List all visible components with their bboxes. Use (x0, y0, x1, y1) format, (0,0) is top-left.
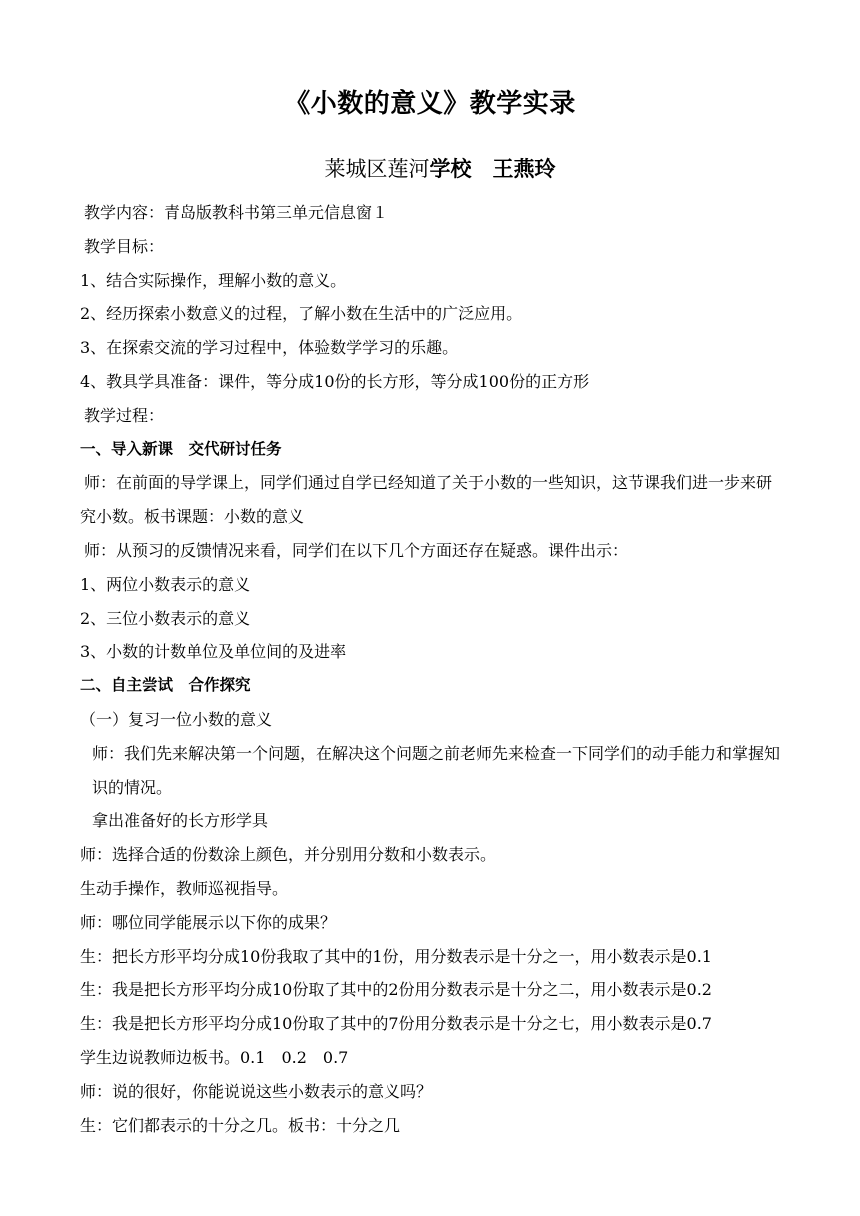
paragraph-student-tenths: 生：它们都表示的十分之几。板书：十分之几 (80, 1115, 401, 1135)
document-body (80, 196, 780, 1142)
paragraph-intro: 师：在前面的导学课上，同学们通过自学已经知道了关于小数的一些知识，这节课我们进一步来研究小数。板书课题：小数的意义 (80, 473, 773, 527)
paragraph-student-answer-2: 生：我是把长方形平均分成10份取了其中的2份用分数表示是十分之二，用小数表示是0.2 (80, 980, 712, 1000)
paragraph-objective-4: 4、教具学具准备：课件，等分成10份的长方形，等分成100份的正方形 (80, 371, 590, 391)
paragraph-student-answer-3: 生：我是把长方形平均分成10份取了其中的7份用分数表示是十分之七，用小数表示是0.7 (80, 1014, 712, 1034)
paragraph-feedback: 师：从预习的反馈情况来看，同学们在以下几个方面还存在疑惑。课件出示： (84, 540, 629, 560)
document-author-line (0, 152, 860, 186)
paragraph-choose-color: 师：选择合适的份数涂上颜色，并分别用分数和小数表示。 (80, 845, 497, 865)
paragraph-first-problem: 师：我们先来解决第一个问题，在解决这个问题之前老师先来检查一下同学们的动手能力和掌握知识的情况。 (92, 743, 781, 797)
paragraph-objective-2: 2、经历探索小数意义的过程，了解小数在生活中的广泛应用。 (80, 304, 523, 324)
list-item-1: 1、两位小数表示的意义 (80, 574, 251, 594)
document-title: 《小数的意义》教学实录 (284, 89, 576, 119)
section-heading-1: 一、导入新课 交代研讨任务 (80, 439, 282, 458)
paragraph-student-answer-1: 生：把长方形平均分成10份我取了其中的1份，用分数表示是十分之一，用小数表示是0.1 (80, 946, 712, 966)
paragraph-teacher-ask-meaning: 师：说的很好，你能说说这些小数表示的意义吗？ (80, 1081, 433, 1101)
paragraph-student-operate: 生动手操作，教师巡视指导。 (80, 878, 289, 898)
list-item-3: 3、小数的计数单位及单位间的及进率 (80, 642, 347, 662)
paragraph-objective-3: 3、在探索交流的学习过程中，体验数学学习的乐趣。 (80, 338, 459, 358)
paragraph-process-heading: 教学过程： (84, 405, 165, 425)
paragraph-objective-1: 1、结合实际操作，理解小数的意义。 (80, 270, 347, 290)
subsection-heading-1: （一）复习一位小数的意义 (80, 709, 273, 729)
paragraph-objectives-heading: 教学目标： (84, 236, 165, 256)
paragraph-board-decimals: 学生边说教师边板书。0.1 0.2 0.7 (80, 1047, 349, 1067)
section-heading-2: 二、自主尝试 合作探究 (80, 676, 251, 695)
list-item-2: 2、三位小数表示的意义 (80, 608, 251, 628)
paragraph-take-rectangle: 拿出准备好的长方形学具 (92, 811, 269, 831)
paragraph-teacher-ask-show: 师：哪位同学能展示以下你的成果？ (80, 912, 337, 932)
paragraph-teaching-content: 教学内容：青岛版教科书第三单元信息窗１ (84, 203, 389, 222)
author-school-prefix: 莱城区莲河 (324, 157, 430, 181)
author-school-suffix-and-name: 学校 王燕玲 (429, 156, 556, 181)
